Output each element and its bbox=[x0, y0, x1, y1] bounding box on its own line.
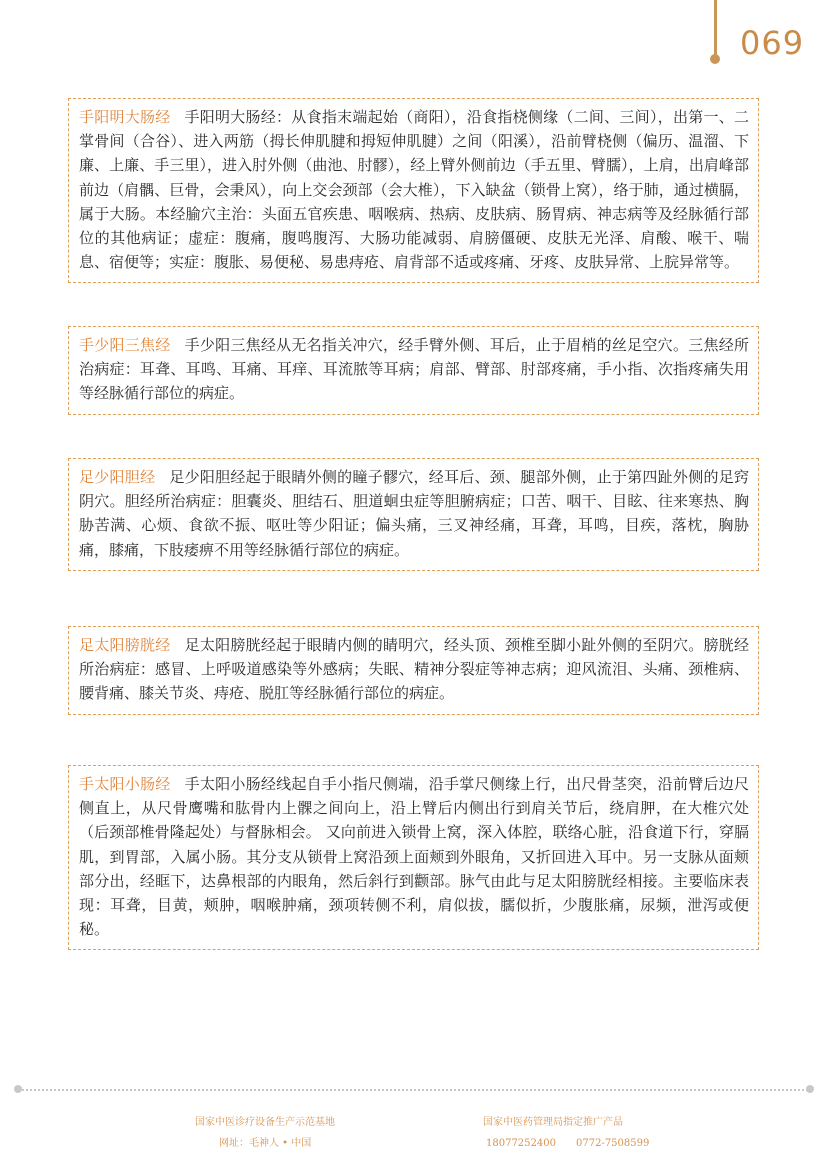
footer-base-name: 国家中医诊疗设备生产示范基地 bbox=[195, 1117, 335, 1128]
footer-phone: 18077252400 0772-7508599 bbox=[486, 1138, 650, 1149]
section-body: 手少阳三焦经从无名指关冲穴，经手臂外侧、耳后，止于眉梢的丝足空穴。三焦经所治病症：耳聋、耳鸣、耳痛、耳痒、耳流脓等耳病；肩部、臂部、肘部疼痛，手小指、次指疼痛失用等经脉循行部位的病症。 bbox=[79, 336, 749, 403]
section-large-intestine-meridian bbox=[68, 98, 759, 283]
section-body: 手太阳小肠经线起自手小指尺侧端，沿手掌尺侧缘上行，出尺骨茎突，沿前臂后边尺侧直上，从尺骨鹰嘴和肱骨内上髁之间向上，沿上臂后内侧出行到肩关节后，绕肩胛，在大椎穴处（后颈部椎骨隆起处）与督脉相会。 又向前进入锁骨上窝，深入体腔，联络心脏，沿食道下行，穿膈肌，到胃部，入属小肠。其分支从锁骨上窝沿颈上面颊到外眼角，又折回进入耳中。另一支脉从面颊部分出，经眶下，达鼻根部的内眼角，然后斜行到颧部。脉气由此与足太阳膀胱经相接。主要临床表现：耳聋，目黄，颊肿，咽喉肿痛，颈项转侧不利，肩似拔，臑似折，少腹胀痛，尿频，泄泻或便秘。 bbox=[79, 775, 749, 939]
footer-divider-dot-left bbox=[14, 1085, 22, 1093]
section-gallbladder-meridian bbox=[68, 458, 759, 571]
section-title: 足少阳胆经 bbox=[79, 468, 156, 486]
section-title: 手少阳三焦经 bbox=[79, 336, 171, 354]
footer-product-note: 国家中医药管理局指定推广产品 bbox=[483, 1117, 623, 1128]
section-title: 足太阳膀胱经 bbox=[79, 636, 171, 654]
section-small-intestine-meridian bbox=[68, 765, 759, 950]
footer-website: 网址：毛神人 • 中国 bbox=[219, 1138, 312, 1149]
footer-divider-dot-right bbox=[806, 1085, 814, 1093]
section-body: 足少阳胆经起于眼睛外侧的瞳子髎穴，经耳后、颈、腿部外侧，止于第四趾外侧的足窍阴穴。胆经所治病症：胆囊炎、胆结石、胆道蛔虫症等胆腑病症；口苦、咽干、目眩、往来寒热、胸胁苦满、心烦、食欲不振、呕吐等少阳证；偏头痛，三叉神经痛，耳聋，耳鸣，目疾，落枕，胸胁痛，膝痛，下肢痿痹不用等经脉循行部位的病症。 bbox=[79, 468, 749, 559]
page-marker-dot bbox=[710, 54, 720, 64]
page-marker-line bbox=[714, 0, 717, 58]
section-title: 手太阳小肠经 bbox=[79, 775, 171, 793]
section-body: 足太阳膀胱经起于眼睛内侧的睛明穴，经头顶、颈椎至脚小趾外侧的至阴穴。膀胱经所治病症：感冒、上呼吸道感染等外感病；失眠、精神分裂症等神志病；迎风流泪、头痛、颈椎病、腰背痛、膝关节炎、痔疮、脱肛等经脉循行部位的病症。 bbox=[79, 636, 749, 703]
section-bladder-meridian bbox=[68, 626, 759, 715]
footer-divider bbox=[18, 1089, 808, 1091]
section-title: 手阳明大肠经 bbox=[79, 108, 171, 126]
section-sanjiao-meridian bbox=[68, 326, 759, 415]
page-number: 069 bbox=[740, 24, 805, 62]
section-body: 手阳明大肠经：从食指末端起始（商阳），沿食指桡侧缘（二间、三间），出第一、二掌骨间（合谷）、进入两筋（拇长伸肌腱和拇短伸肌腱）之间（阳溪），沿前臂桡侧（偏历、温溜、下廉、上廉、手三里），进入肘外侧（曲池、肘髎），经上臂外侧前边（手五里、臂臑），上肩，出肩峰部前边（肩髃、巨骨，会秉风），向上交会颈部（会大椎），下入缺盆（锁骨上窝），络于肺，通过横膈，属于大肠。本经腧穴主治：头面五官疾患、咽喉病、热病、皮肤病、肠胃病、神志病等及经脉循行部位的其他病证；虚症：腹痛，腹鸣腹泻、大肠功能减弱、肩膀僵硬、皮肤无光泽、肩酸、喉干、喘息、宿便等；实症：腹胀、易便秘、易患痔疮、肩背部不适或疼痛、牙疼、皮肤异常、上脘异常等。 bbox=[79, 108, 749, 272]
